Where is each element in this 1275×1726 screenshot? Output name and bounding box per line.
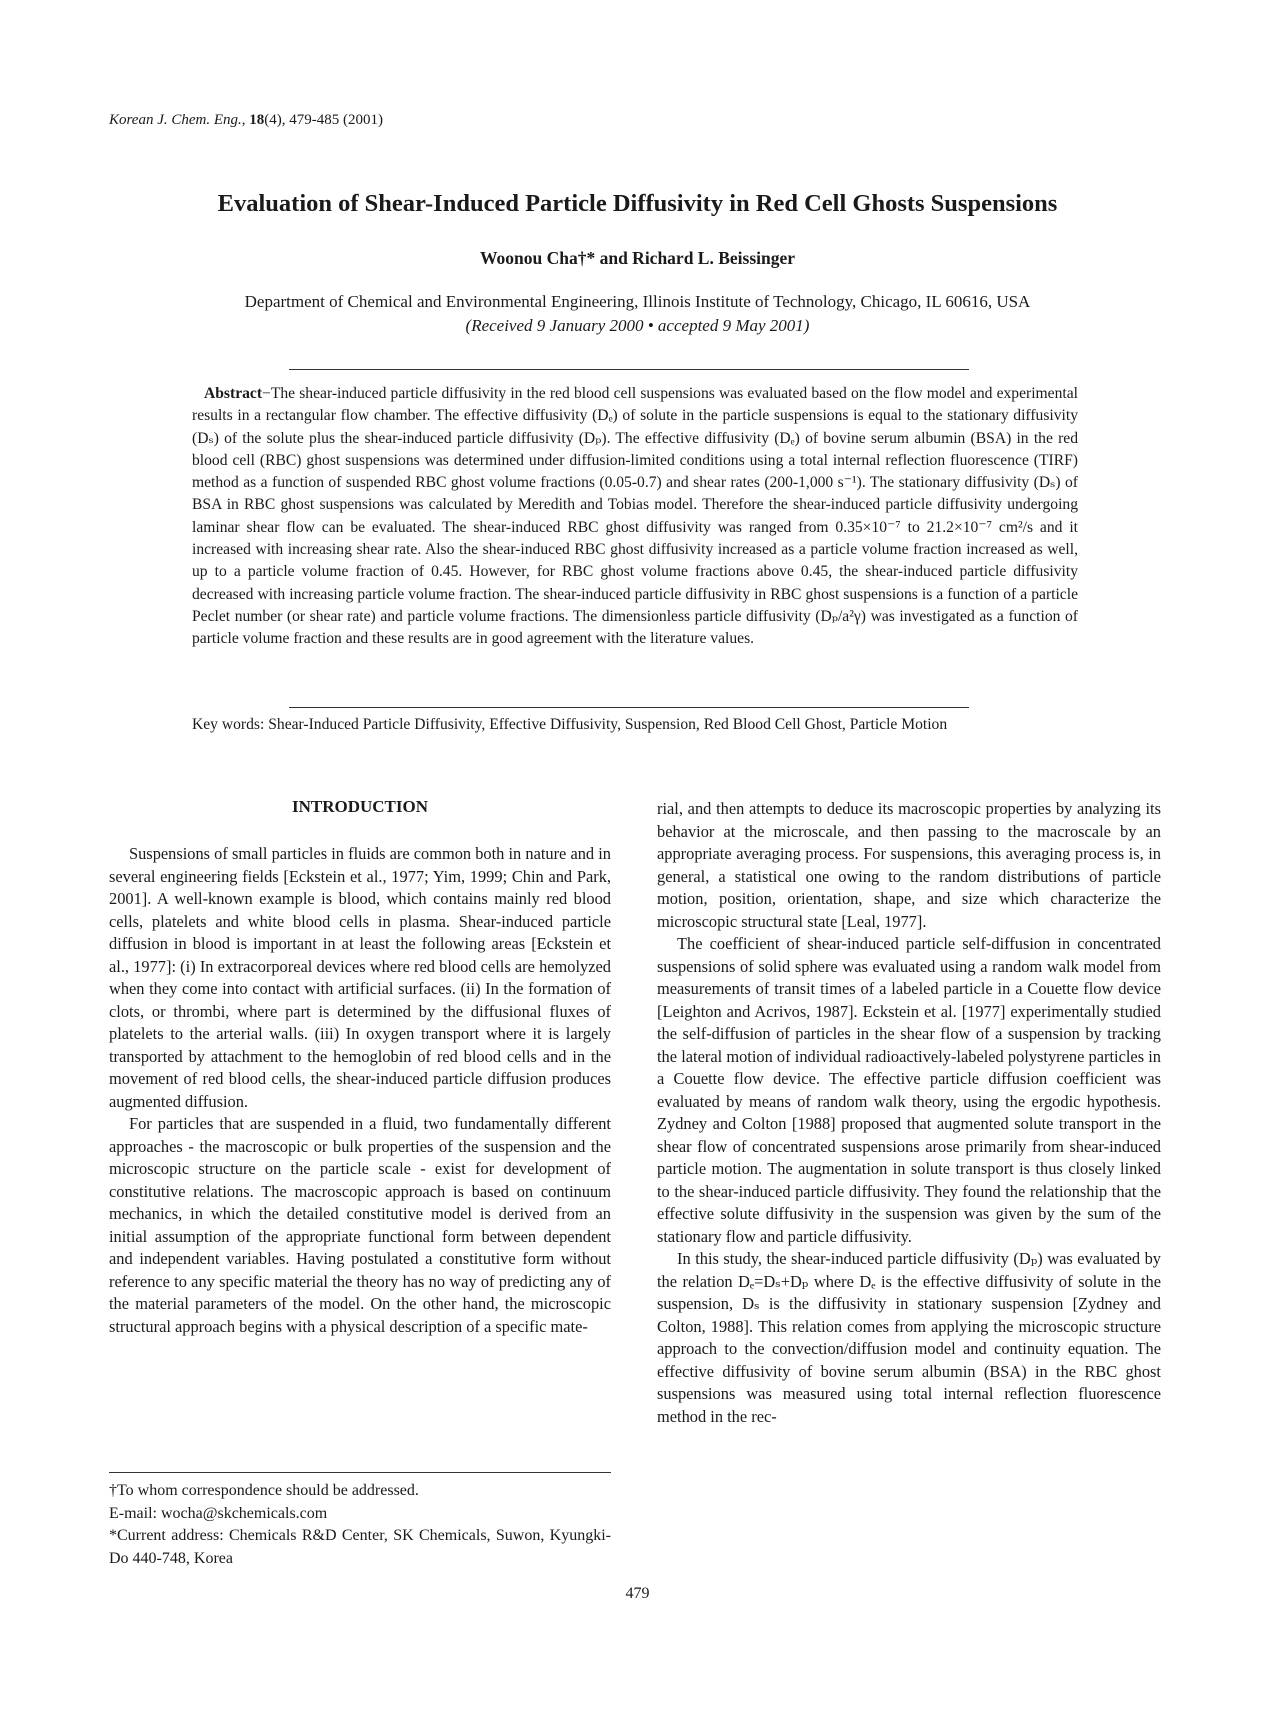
author-affiliation: Department of Chemical and Environmental Engineering, Illinois Institute of Technology, Chicago, IL 60616, USA [244, 292, 1031, 311]
footnote-correspondence: †To whom correspondence should be addressed. [109, 1482, 419, 1499]
left-column [109, 843, 611, 1338]
paragraph: For particles that are suspended in a fluid, two fundamentally different approaches - the macroscopic or bulk properties of the suspension and the microscopic structure on the particle scale - exist for development of constitutive relations. The macroscopic approach is based on continuum mechanics, in which the detailed constitutive model is derived from an initial assumption of the appropriate functional form between dependent and independent variables. Having postulated a constitutive form without reference to any specific material the theory has no way of predicting any of the material parameters of the model. On the other hand, the microscopic structural approach begins with a physical description of a specific mate- [109, 1114, 611, 1336]
journal-issue-pages: (4), 479-485 (2001) [264, 112, 383, 128]
journal-citation: Korean J. Chem. Eng., 18(4), 479-485 (2001) [109, 112, 383, 128]
abstract-text: −The shear-induced particle diffusivity in the red blood cell suspensions was evaluated based on the flow model and experimental results in a rectangular flow chamber. The effective diffusivity (Dₑ) of solute in the particle suspensions is equal to the stationary diffusivity (Dₛ) of the solute plus the shear-induced particle diffusivity (Dₚ). The effective diffusivity (Dₑ) of bovine serum albumin (BSA) in the red blood cell (RBC) ghost suspensions was determined under diffusion-limited conditions using a total internal reflection fluorescence (TIRF) method as a function of suspended RBC ghost volume fractions (0.05-0.7) and shear rates (200-1,000 s⁻¹). The stationary diffusivity (Dₛ) of BSA in RBC ghost suspensions was calculated by Meredith and Tobias model. Therefore the shear-induced particle diffusivity undergoing laminar shear flow can be evaluated. The shear-induced RBC ghost diffusivity was ranged from 0.35×10⁻⁷ to 21.2×10⁻⁷ cm²/s and it increased with increasing shear rate. Also the shear-induced RBC ghost diffusivity increased as a particle volume fraction increased as well, up to a particle volume fraction of 0.45. However, for RBC ghost volume fractions above 0.45, the shear-induced particle diffusivity decreased with increasing particle volume fraction. The shear-induced particle diffusivity in RBC ghost suspensions is a function of a particle Peclet number (or shear rate) and particle volume fractions. The dimensionless particle diffusivity (Dₚ/a²γ) was investigated as a function of particle volume fraction and these results are in good agreement with the literature values. [192, 385, 1078, 648]
article-authors: Woonou Cha†* and Richard L. Beissinger [479, 248, 796, 268]
keywords: Key words: Shear-Induced Particle Diffusivity, Effective Diffusivity, Suspension, Red Blood Cell Ghost, Particle Motion [192, 716, 948, 733]
footnote-rule [109, 1472, 611, 1473]
received-dates: (Received 9 January 2000 • accepted 9 May 2001) [465, 316, 810, 335]
paragraph: Suspensions of small particles in fluids are common both in nature and in several engineering fields [Eckstein et al., 1977; Yim, 1999; Chin and Park, 2001]. A well-known example is blood, which contains mainly red blood cells, platelets and white blood cells in plasma. Shear-induced particle diffusion in blood is important in at least the following areas [Eckstein et al., 1977]: (i) In extracorporeal devices where red blood cells are hemolyzed when they come into contact with artificial surfaces. (ii) In the formation of clots, or thrombi, where part is determined by the diffusional fluxes of platelets to the arterial walls. (iii) In oxygen transport where it is largely transported by attachment to the hemoglobin of red blood cells and in the movement of red blood cells, the shear-induced particle diffusion produces augmented diffusion. [109, 844, 611, 1111]
page-number: 479 [625, 1585, 650, 1602]
abstract [192, 383, 1078, 651]
abstract-top-rule [289, 369, 969, 370]
abstract-bottom-rule [289, 707, 969, 708]
footnotes [109, 1480, 611, 1570]
journal-volume: 18 [249, 112, 265, 128]
journal-name: Korean J. Chem. Eng. [109, 112, 242, 128]
abstract-lead: Abstract [204, 385, 263, 402]
right-column [657, 798, 1161, 1428]
section-heading-introduction: INTRODUCTION [291, 797, 429, 816]
paragraph: The coefficient of shear-induced particle self-diffusion in concentrated suspensions of solid sphere was evaluated using a random walk model from measurements of transit times of a labeled particle in a Couette flow device [Leighton and Acrivos, 1987]. Eckstein et al. [1977] experimentally studied the self-diffusion of particles in the shear flow of a suspension by tracking the lateral motion of individual radioactively-labeled polystyrene particles in a Couette flow device. The effective particle diffusion coefficient was evaluated by means of random walk theory, using the ergodic hypothesis. Zydney and Colton [1988] proposed that augmented solute transport in the shear flow of concentrated suspensions arose primarily from shear-induced particle motion. The augmentation in solute transport is thus closely linked to the shear-induced particle diffusivity. They found the relationship that the effective solute diffusivity in the suspension was given by the sum of the stationary flow and particle diffusivity. [657, 934, 1161, 1246]
paragraph: In this study, the shear-induced particle diffusivity (Dₚ) was evaluated by the relation Dₑ=Dₛ+Dₚ where Dₑ is the effective diffusivity of solute in the suspension, Dₛ is the diffusivity in stationary suspension [Zydney and Colton, 1988]. This relation comes from applying the microscopic structure approach to the convection/diffusion model and continuity equation. The effective diffusivity of bovine serum albumin (BSA) in the RBC ghost suspensions was measured using total internal reflection fluorescence method in the rec- [657, 1249, 1161, 1426]
footnote-address: *Current address: Chemicals R&D Center, SK Chemicals, Suwon, Kyungki-Do 440-748, Korea [109, 1527, 611, 1567]
paragraph: rial, and then attempts to deduce its macroscopic properties by analyzing its behavior at the microscale, and then passing to the macroscale by an appropriate averaging process. For suspensions, this averaging process is, in general, a statistical one owing to the random distributions of particle motion, position, orientation, shape, and size which characterize the microscopic structural state [Leal, 1977]. [657, 799, 1161, 931]
article-title: Evaluation of Shear-Induced Particle Diffusivity in Red Cell Ghosts Suspensions [217, 190, 1058, 217]
footnote-email: E-mail: wocha@skchemicals.com [109, 1504, 328, 1522]
